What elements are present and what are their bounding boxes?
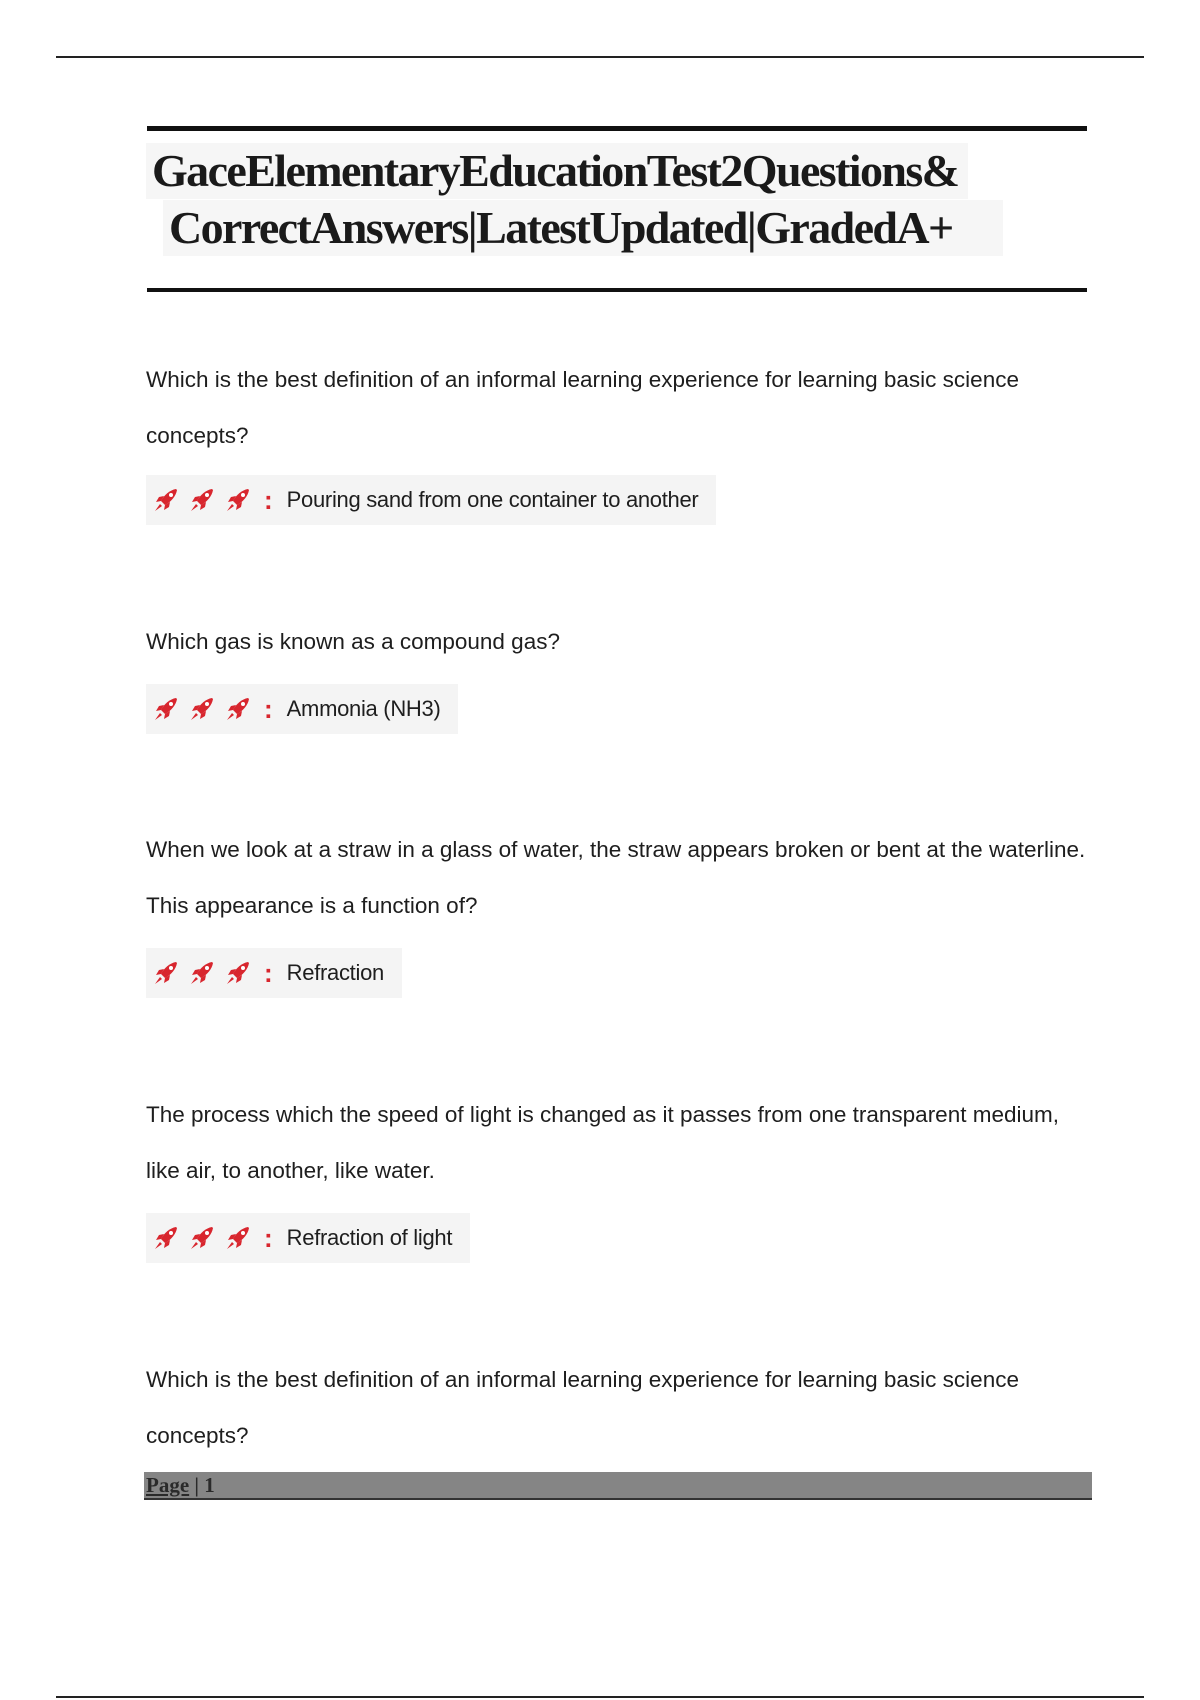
- red-rocket-icon: [224, 959, 252, 987]
- answer-text: Ammonia (NH3): [286, 696, 441, 721]
- title-top-rule: [147, 126, 1087, 131]
- answer-colon: :: [264, 958, 273, 988]
- answer-colon: :: [264, 1223, 273, 1253]
- answer-colon: :: [264, 694, 273, 724]
- answer-text: Pouring sand from one container to another: [286, 487, 699, 512]
- red-rocket-icon: [188, 959, 216, 987]
- red-rocket-icon: [224, 486, 252, 514]
- answer-colon: :: [264, 485, 273, 515]
- question-text: The process which the speed of light is changed as it passes from one transparent medium, like air, to another, like water.: [146, 1102, 1059, 1183]
- answer-marker: [152, 959, 252, 987]
- red-rocket-icon: [152, 1224, 180, 1252]
- answer-marker: [152, 695, 252, 723]
- answer-marker: [152, 1224, 252, 1252]
- red-rocket-icon: [188, 695, 216, 723]
- page-number: 1: [204, 1473, 215, 1497]
- red-rocket-icon: [188, 486, 216, 514]
- page-label: Page: [146, 1473, 190, 1497]
- document-title-line-1: GaceElementaryEducationTest2Questions&: [146, 143, 968, 199]
- question-text: Which is the best definition of an informal learning experience for learning basic science concepts?: [146, 1367, 1019, 1448]
- red-rocket-icon: [224, 695, 252, 723]
- red-rocket-icon: [152, 486, 180, 514]
- answer-row: [146, 948, 402, 998]
- answer-row: [146, 475, 716, 525]
- question-text: Which is the best definition of an informal learning experience for learning basic science concepts?: [146, 367, 1019, 448]
- answer-row: [146, 1213, 470, 1263]
- answer-text: Refraction of light: [286, 1225, 453, 1250]
- question-text: Which gas is known as a compound gas?: [146, 629, 560, 654]
- question-text: When we look at a straw in a glass of water, the straw appears broken or bent at the waterline. This appearance is a function of?: [146, 837, 1086, 918]
- answer-marker: [152, 486, 252, 514]
- document-title-line-2: CorrectAnswers|LatestUpdated|GradedA+: [163, 200, 1003, 256]
- red-rocket-icon: [152, 695, 180, 723]
- page-footer: [144, 1472, 1092, 1500]
- title-bottom-rule: [147, 288, 1087, 292]
- answer-text: Refraction: [286, 960, 384, 985]
- red-rocket-icon: [224, 1224, 252, 1252]
- red-rocket-icon: [152, 959, 180, 987]
- answer-row: [146, 684, 458, 734]
- page-number-label: [146, 1472, 215, 1498]
- page-separator: |: [194, 1473, 200, 1497]
- red-rocket-icon: [188, 1224, 216, 1252]
- page-top-rule: [56, 56, 1144, 58]
- page-bottom-rule: [56, 1696, 1144, 1698]
